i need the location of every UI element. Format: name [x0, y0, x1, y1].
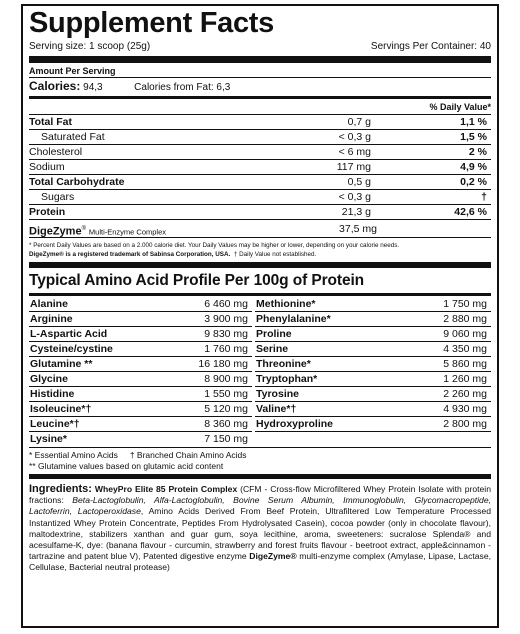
nutrient-row: [29, 159, 491, 174]
amino-acid-row: [29, 342, 252, 357]
nutrient-row: [29, 114, 491, 129]
nutrient-daily-value: 4,9 %: [460, 161, 487, 173]
nutrient-row: [29, 144, 491, 159]
amino-acid-name: Tryptophan*: [256, 373, 318, 385]
amino-acid-row: [255, 402, 491, 417]
amino-acid-table: [29, 297, 491, 447]
amino-acid-value: 9 060 mg: [443, 328, 487, 340]
amino-acid-row: [255, 297, 491, 312]
nutrient-name: Protein: [29, 206, 66, 218]
amino-acid-row: [29, 387, 252, 402]
amino-acid-row: [255, 372, 491, 387]
nutrient-row: [29, 174, 491, 189]
divider-thick: [29, 262, 491, 268]
amino-acid-row: [255, 312, 491, 327]
nutrient-daily-value: 1,1 %: [460, 116, 487, 128]
ingredients-digezyme: DigeZyme®: [249, 551, 297, 562]
amino-acid-row: [255, 417, 491, 432]
amino-acid-row: [255, 327, 491, 342]
amino-acid-name: Methionine*: [256, 298, 316, 310]
amino-acid-value: 5 120 mg: [204, 403, 248, 415]
amino-acid-value: 3 900 mg: [204, 313, 248, 325]
amino-acid-value: 16 180 mg: [198, 358, 248, 370]
nutrient-name: Saturated Fat: [41, 131, 105, 143]
calories-value: 94,3: [83, 82, 103, 93]
amino-acid-value: 8 900 mg: [204, 373, 248, 385]
servings-per-container: Servings Per Container: 40: [370, 41, 491, 52]
footnotes: [29, 238, 491, 259]
digezyme-name: DigeZyme: [29, 225, 82, 238]
nutrient-amount: 0,7 g: [347, 116, 371, 128]
amino-acid-title: Typical Amino Acid Profile Per 100g of Protein: [29, 272, 365, 289]
nutrient-amount: 0,5 g: [347, 176, 371, 188]
serving-size: Serving size: 1 scoop (25g): [29, 41, 151, 52]
amino-acid-name: Lysine*: [30, 433, 67, 445]
amino-acid-row: [29, 372, 252, 387]
nutrient-amount: < 6 mg: [338, 146, 371, 158]
amino-right-column: [252, 297, 491, 447]
digezyme-desc: Multi-Enzyme Complex: [88, 227, 167, 237]
nutrient-name: Total Fat: [29, 116, 72, 128]
nutrient-daily-value: 0,2 %: [460, 176, 487, 188]
serving-info-row: [29, 40, 491, 54]
amino-acid-name: Phenylalanine*: [256, 313, 331, 325]
ingredients-label: Ingredients:: [29, 483, 92, 495]
ingredients-product: WheyPro Elite 85 Protein Complex: [94, 484, 238, 494]
digezyme-amount: 37,5 mg: [339, 223, 377, 235]
nutrient-daily-value: 2 %: [468, 146, 487, 158]
footnote-dv-not-established: † Daily Value not established.: [233, 251, 317, 258]
amino-acid-name: Threonine*: [256, 358, 311, 370]
divider-medium: [29, 293, 491, 296]
nutrient-amount: 117 mg: [336, 161, 371, 173]
footnote-daily-values: * Percent Daily Values are based on a 2.000 calorie diet. Your Daily Values may be higher or lower, depending on your calorie needs.: [29, 242, 400, 249]
amino-acid-value: 9 830 mg: [204, 328, 248, 340]
calories-label: Calories:: [29, 79, 81, 93]
footnote-trademark: DigeZyme® is a registered trademark of Sabinsa Corporation, USA.: [29, 251, 231, 258]
note-bcaa: † Branched Chain Amino Acids: [129, 450, 247, 460]
amino-acid-name: Arginine: [30, 313, 73, 325]
amino-left-column: [29, 297, 252, 447]
amino-acid-value: 4 350 mg: [443, 343, 487, 355]
amino-acid-row: [255, 387, 491, 402]
nutrient-row: [29, 129, 491, 144]
amino-acid-value: 2 800 mg: [443, 418, 487, 430]
note-glutamine: ** Glutamine values based on glutamic acid content: [29, 461, 224, 471]
amino-acid-name: Histidine: [30, 388, 75, 400]
nutrient-amount: 21,3 g: [341, 206, 371, 218]
amino-acid-row: [255, 357, 491, 372]
amino-acid-name: Hydroxyproline: [256, 418, 334, 430]
note-essential: * Essential Amino Acids: [29, 450, 118, 460]
supplement-facts-panel: [21, 4, 499, 628]
amino-acid-value: 4 930 mg: [443, 403, 487, 415]
nutrient-table: [29, 114, 491, 219]
amino-acid-row: [29, 357, 252, 372]
nutrient-amount: < 0,3 g: [338, 131, 371, 143]
divider-thick: [29, 56, 491, 63]
amino-acid-name: Cysteine/cystine: [30, 343, 113, 355]
nutrient-name: Sodium: [29, 161, 65, 173]
amino-acid-name: L-Aspartic Acid: [30, 328, 108, 340]
amino-acid-value: 1 760 mg: [204, 343, 248, 355]
amino-acid-row: [29, 312, 252, 327]
nutrient-daily-value: †: [481, 191, 487, 203]
amino-acid-value: 1 260 mg: [443, 373, 487, 385]
amino-acid-name: Isoleucine*†: [30, 403, 92, 415]
amino-acid-value: 2 260 mg: [443, 388, 487, 400]
nutrient-daily-value: 1,5 %: [460, 131, 487, 143]
amino-acid-name: Leucine*†: [30, 418, 80, 430]
nutrient-row: [29, 189, 491, 204]
calories-row: [29, 78, 491, 95]
amino-acid-value: 1 750 mg: [443, 298, 487, 310]
amino-notes: [29, 448, 491, 472]
amino-acid-value: 7 150 mg: [204, 433, 248, 445]
amino-acid-value: 1 550 mg: [204, 388, 248, 400]
amino-acid-row: [29, 402, 252, 417]
amino-acid-name: Alanine: [30, 298, 68, 310]
divider-medium: [29, 96, 491, 99]
amino-acid-name: Proline: [256, 328, 292, 340]
panel-title: Supplement Facts: [29, 7, 274, 39]
amount-per-serving: Amount Per Serving: [29, 66, 116, 76]
nutrient-row: [29, 204, 491, 219]
nutrient-amount: < 0,3 g: [338, 191, 371, 203]
ingredients-fractions: Beta-Lactoglobulin, Alfa-Lactoglobulin, Bovine Serum Albumin, Immunoglobulin, Glycomacropeptide, Lactoferrin, Lactoperoxidase: [29, 495, 491, 517]
nutrient-name: Sugars: [41, 191, 75, 203]
amino-acid-row: [29, 327, 252, 342]
nutrient-daily-value: 42,6 %: [454, 206, 487, 218]
amino-acid-name: Glycine: [30, 373, 68, 385]
daily-value-header: % Daily Value*: [429, 102, 491, 112]
amino-acid-name: Serine: [256, 343, 289, 355]
amino-acid-row: [255, 342, 491, 357]
amino-acid-value: 8 360 mg: [204, 418, 248, 430]
amino-acid-value: 2 880 mg: [443, 313, 487, 325]
calories-from-fat: Calories from Fat: 6,3: [134, 82, 231, 93]
divider-thick: [29, 474, 491, 479]
digezyme-row: DigeZyme® Multi-Enzyme Complex 37,5 mg: [29, 219, 491, 237]
amino-acid-row: [29, 417, 252, 432]
amino-acid-name: Glutamine **: [30, 358, 93, 370]
amino-acid-row: [29, 297, 252, 312]
amino-acid-row: [29, 432, 252, 447]
amino-acid-name: Tyrosine: [256, 388, 299, 400]
nutrient-name: Total Carbohydrate: [29, 176, 125, 188]
nutrient-name: Cholesterol: [29, 146, 83, 158]
ingredients-text: Ingredients: WheyPro Elite 85 Protein Complex (CFM - Cross-flow Microfiltered Whey Protein Isolate with protein fractions: Beta-Lactoglobulin, Alfa-Lactoglobulin, Bovine Serum Albumin, Immunoglobulin, Glycomacropeptide, Lactoferrin, Lactoperoxidase, Amino Acids Derived From Beef Protein, Ultrafiltered Low Temperature Processed Instantized Whey Protein Concentrate, Peptides From Hydrolysated Casein), cocoa powder (only in chocolate flavour), maltodextrine, stabilizers xanthan and guar gum, soya lecithine, aroma, sweeteners: sucralose Splenda® and acesulfame-K, dye: (banana flavour - curcumin, strawberry and forest fruits flavour - beetroot extract, apple&cinnamon - tartrazine and patent blue V), Patented digestive enzyme DigeZyme® multi-enzyme complex (Amylase, Lipase, Lactase, Cellulase, Bacterial neutral protease): [29, 483, 491, 573]
amino-acid-value: 6 460 mg: [204, 298, 248, 310]
amino-acid-name: Valine*†: [256, 403, 297, 415]
amino-acid-value: 5 860 mg: [443, 358, 487, 370]
